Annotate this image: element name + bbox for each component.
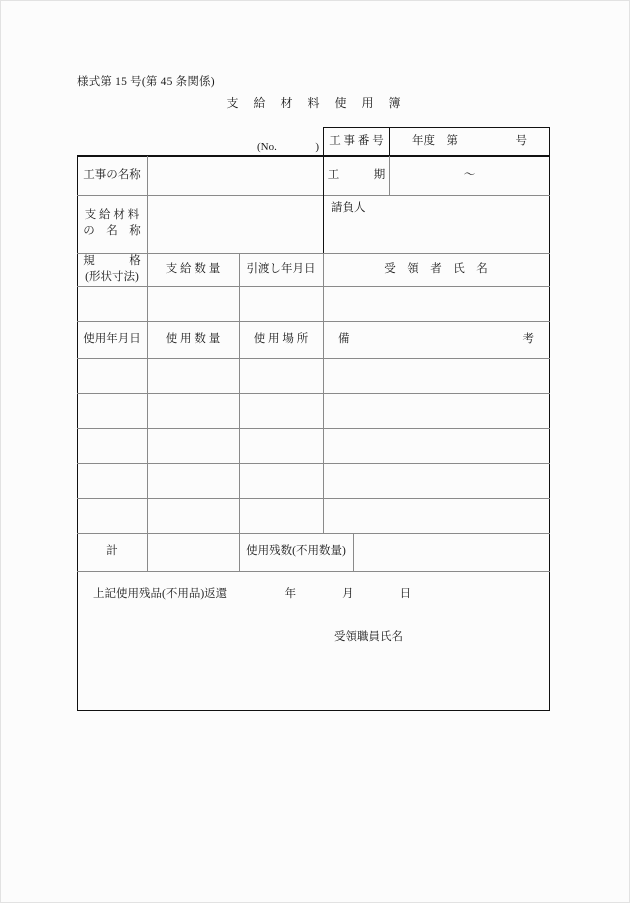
- receiver-name-header: 受 領 者 氏 名: [384, 262, 488, 275]
- usage-row-use-date[interactable]: [78, 499, 146, 532]
- remarks-header-right: 考: [522, 332, 534, 345]
- supply-row-spec[interactable]: [78, 287, 146, 320]
- divider: [389, 127, 390, 156]
- supply-row-receiver-name[interactable]: [324, 287, 548, 320]
- divider: [323, 156, 324, 253]
- spec-header-line2: (形状寸法): [85, 270, 139, 283]
- usage-row-remarks[interactable]: [324, 429, 548, 462]
- remaining-quantity-value[interactable]: [354, 534, 548, 570]
- construction-number-label: 工 事 番 号: [329, 134, 384, 147]
- use-date-header: 使用年月日: [83, 332, 141, 345]
- return-note: 上記使用残品(不用品)返還 年 月 日: [93, 588, 412, 600]
- usage-row-use-place[interactable]: [240, 394, 322, 427]
- construction-number-value[interactable]: 年度 第 号: [412, 134, 527, 147]
- usage-row-use-date[interactable]: [78, 359, 146, 392]
- no-field-label: (No. ): [256, 141, 319, 153]
- total-label: 計: [106, 545, 118, 558]
- no-field-area: [77, 129, 323, 156]
- construction-period-value[interactable]: 〜: [463, 168, 476, 181]
- usage-row-use-quantity[interactable]: [148, 499, 238, 532]
- supply-row-delivery-date[interactable]: [240, 287, 322, 320]
- form-number: 様式第 15 号(第 45 条関係): [77, 76, 215, 88]
- supplied-material-name-label-line1: 支 給 材 料: [84, 209, 140, 222]
- usage-row-use-date[interactable]: [78, 394, 146, 427]
- usage-row-remarks[interactable]: [324, 394, 548, 427]
- usage-row-remarks[interactable]: [324, 359, 548, 392]
- supplied-material-name-value[interactable]: [148, 196, 322, 252]
- construction-name-label: 工事の名称: [83, 168, 141, 181]
- use-quantity-header: 使 用 数 量: [165, 332, 221, 345]
- usage-row-use-quantity[interactable]: [148, 359, 238, 392]
- remarks-header: [324, 322, 548, 357]
- delivery-date-header: 引渡し年月日: [246, 262, 316, 275]
- spec-header: [78, 254, 146, 285]
- usage-row-use-place[interactable]: [240, 464, 322, 497]
- usage-row-use-place[interactable]: [240, 499, 322, 532]
- usage-row-remarks[interactable]: [324, 464, 548, 497]
- remarks-header-left: 備: [338, 332, 350, 345]
- supply-quantity-header: 支 給 数 量: [165, 262, 221, 275]
- usage-row-use-quantity[interactable]: [148, 464, 238, 497]
- construction-name-value[interactable]: [148, 157, 322, 194]
- divider: [389, 156, 390, 195]
- spec-header-line1: 規 格: [83, 254, 141, 267]
- usage-row-use-date[interactable]: [78, 464, 146, 497]
- supply-row-quantity[interactable]: [148, 287, 238, 320]
- usage-row-use-place[interactable]: [240, 359, 322, 392]
- usage-row-use-quantity[interactable]: [148, 429, 238, 462]
- construction-period-label: 工 期: [327, 168, 386, 181]
- rule: [77, 571, 550, 572]
- usage-row-use-place[interactable]: [240, 429, 322, 462]
- usage-row-use-date[interactable]: [78, 429, 146, 462]
- use-place-header: 使 用 場 所: [253, 332, 309, 345]
- usage-row-use-quantity[interactable]: [148, 394, 238, 427]
- receiver-staff-label: 受領職員氏名: [334, 631, 403, 643]
- contractor-label: 請負人: [331, 202, 366, 214]
- total-value[interactable]: [148, 534, 238, 570]
- document-title: 支 給 材 料 使 用 簿: [226, 96, 407, 110]
- remaining-quantity-label: 使用残数(不用数量): [246, 545, 346, 558]
- supplied-material-name-label: [78, 196, 146, 252]
- usage-row-remarks[interactable]: [324, 499, 548, 532]
- supplied-material-name-label-line2: の 名 称: [83, 225, 141, 237]
